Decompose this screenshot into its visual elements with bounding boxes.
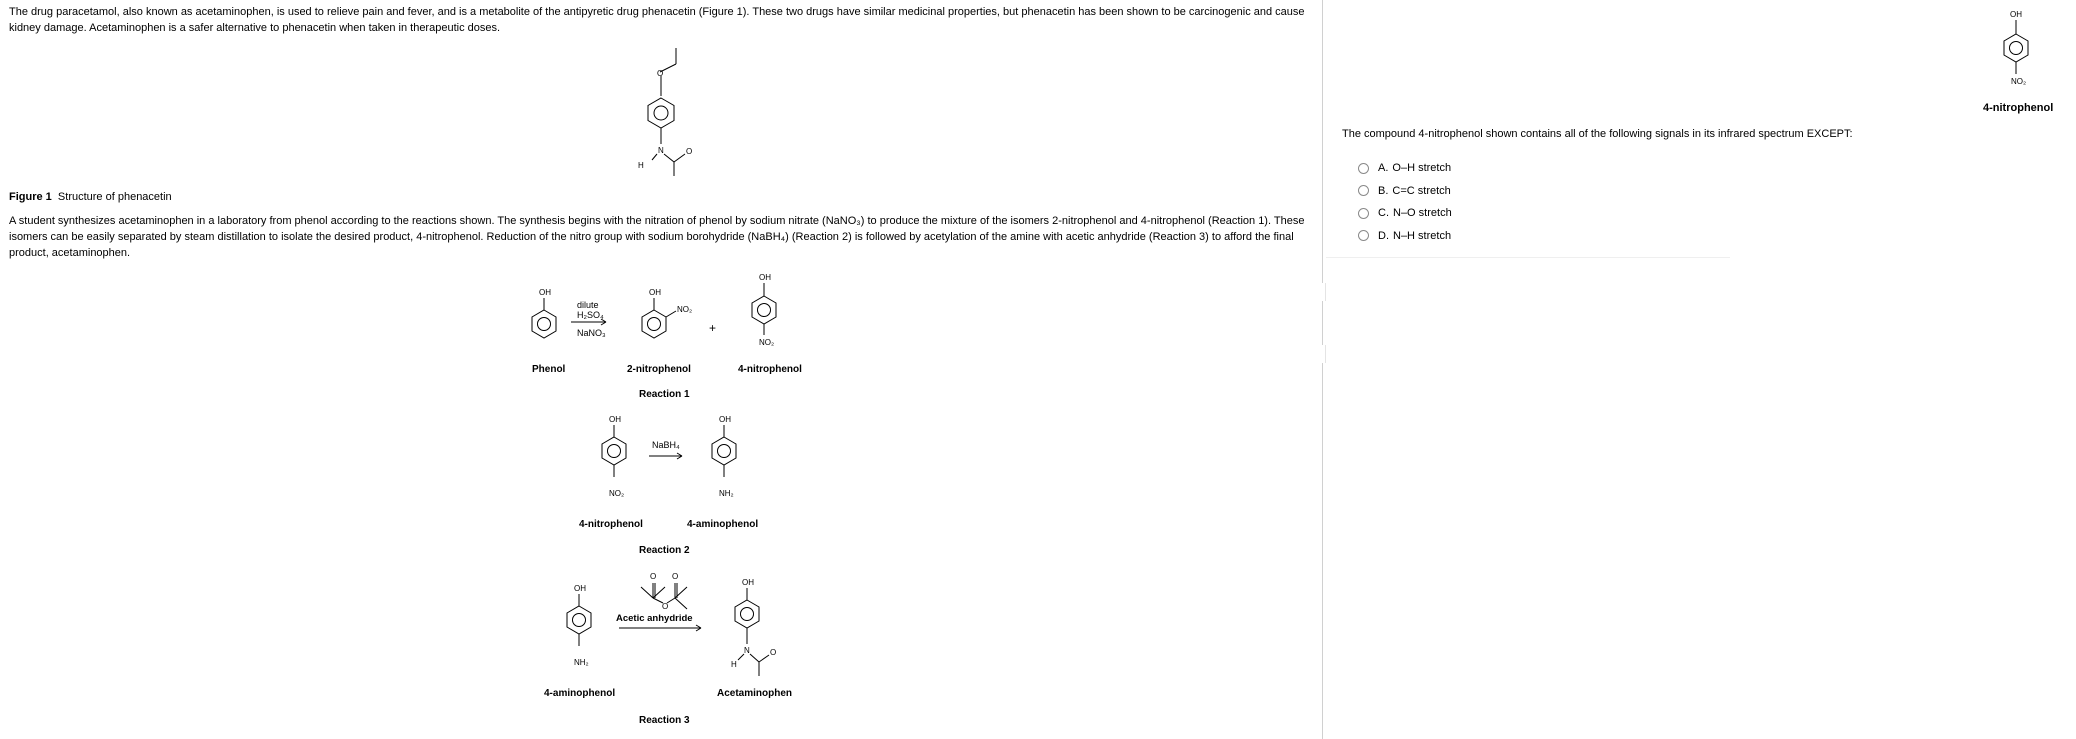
r2-4-nitrophenol-no2: NO₂ [609, 489, 625, 498]
r3-anhydride-o-bridge: O [662, 602, 669, 611]
r3-acetaminophen-h: H [731, 660, 737, 669]
question-panel [1340, 0, 2060, 739]
r2-4-aminophenol-nh2: NH₂ [719, 489, 734, 498]
r3-reagent-acetic-anhydride: Acetic anhydride [616, 613, 693, 624]
r3-anhydride-o-right: O [672, 572, 679, 581]
r2-4-aminophenol-label: 4-aminophenol [687, 519, 759, 530]
choice-a-radio[interactable] [1358, 163, 1369, 174]
choice-c-text: N–O stretch [1393, 207, 1452, 220]
choice-c-radio[interactable] [1358, 208, 1369, 219]
r1-2-nitrophenol-oh: OH [649, 288, 661, 297]
passage-intro: The drug paracetamol, also known as acetaminophen, is used to relieve pain and fever, and is a metabolite of the antipyretic drug phenacetin (Figure 1). These two drugs have similar medicinal properties, but phenacetin has been shown to be carcinogenic and cause kidney damage. Acetaminophen is a safer alternative to phenacetin when taken in therapeutic doses. [9, 6, 1305, 34]
choice-a-text: O–H stretch [1392, 162, 1452, 175]
r3-acetaminophen-oh: OH [742, 578, 754, 587]
r1-phenol-oh: OH [539, 288, 551, 297]
choice-c-letter: C. [1378, 207, 1389, 220]
choice-c[interactable] [1358, 202, 1452, 225]
reaction-3-title: Reaction 3 [639, 715, 690, 726]
r3-acetaminophen-n: N [744, 646, 750, 655]
side-structure-no2: NO₂ [2011, 77, 2027, 86]
r1-4-nitrophenol-oh: OH [759, 273, 771, 282]
passage-panel [9, 0, 1309, 739]
r1-reagent-h2so4: H₂SO₄ [577, 310, 604, 320]
choice-b-radio[interactable] [1358, 185, 1369, 196]
r3-4-aminophenol-nh2: NH₂ [574, 658, 589, 667]
pane-divider-handle-top[interactable] [1322, 283, 1326, 301]
r1-4-nitrophenol-no2: NO₂ [759, 338, 775, 347]
figure-1-caption [9, 191, 172, 203]
4-nitrophenol-structure [1980, 6, 2070, 118]
r3-4-aminophenol-oh: OH [574, 584, 586, 593]
choice-b-text: C=C stretch [1392, 184, 1451, 197]
r2-reagent-nabh4: NaBH₄ [652, 440, 680, 450]
r1-reagent-dilute: dilute [577, 300, 599, 310]
r1-plus-sign: + [709, 321, 717, 335]
question-prompt: The compound 4-nitrophenol shown contains all of the following signals in its infrared spectrum EXCEPT: [1342, 128, 1853, 140]
reaction-1-title: Reaction 1 [639, 389, 690, 400]
reaction-scheme [509, 268, 829, 739]
r1-2-nitrophenol-label: 2-nitrophenol [627, 364, 691, 375]
r1-4-nitrophenol-label: 4-nitrophenol [738, 364, 802, 375]
phenacetin-carbonyl-o: O [686, 147, 693, 156]
choice-a[interactable] [1358, 157, 1452, 180]
r3-acetaminophen-carbonyl-o: O [770, 648, 777, 657]
side-structure-oh: OH [2010, 10, 2022, 19]
choice-b-letter: B. [1378, 184, 1389, 197]
choice-a-letter: A. [1378, 162, 1389, 175]
reaction-2-title: Reaction 2 [639, 545, 690, 556]
figure-1-caption-text: Structure of phenacetin [57, 191, 172, 203]
r1-reagent-nano3: NaNO₃ [577, 328, 606, 338]
passage-synthesis: A student synthesizes acetaminophen in a laboratory from phenol according to the reactions shown. The synthesis begins with the nitration of phenol by sodium nitrate (NaNO₃) to produce the mixture of the isomers 2-nitrophenol and 4-nitrophenol (Reaction 1). These isomers can be easily separated by steam distillation to isolate the desired product, 4-nitrophenol. Reduction of the nitro group with sodium borohydride (NaBH₄) (Reaction 2) is followed by acetylation of the amine with acetic anhydride (Reaction 3) to afford the final product, acetaminophen. [9, 215, 1305, 259]
r3-acetaminophen-label: Acetaminophen [717, 688, 793, 699]
r2-4-nitrophenol-label: 4-nitrophenol [579, 519, 643, 530]
phenacetin-o-atom: O [657, 69, 664, 78]
phenacetin-structure [619, 40, 739, 185]
r3-anhydride-o-left: O [650, 572, 657, 581]
pane-divider[interactable] [1322, 0, 1323, 739]
pane-divider-handle-bottom[interactable] [1322, 345, 1326, 363]
r1-2-nitrophenol-no2: NO₂ [677, 305, 693, 314]
phenacetin-n-atom: N [658, 146, 664, 155]
choice-b[interactable] [1358, 180, 1452, 203]
r3-4-aminophenol-label: 4-aminophenol [544, 688, 616, 699]
r2-4-aminophenol-oh: OH [719, 415, 731, 424]
figure-1-label: Figure 1 [9, 191, 52, 203]
choice-d-text: N–H stretch [1393, 229, 1452, 242]
answer-choices [1358, 157, 1452, 247]
phenacetin-h-atom: H [638, 161, 644, 170]
choice-d[interactable] [1358, 225, 1452, 248]
r2-4-nitrophenol-oh: OH [609, 415, 621, 424]
choice-d-letter: D. [1378, 229, 1389, 242]
side-structure-label: 4-nitrophenol [1983, 102, 2054, 114]
r1-phenol-label: Phenol [532, 364, 566, 375]
choice-d-radio[interactable] [1358, 230, 1369, 241]
